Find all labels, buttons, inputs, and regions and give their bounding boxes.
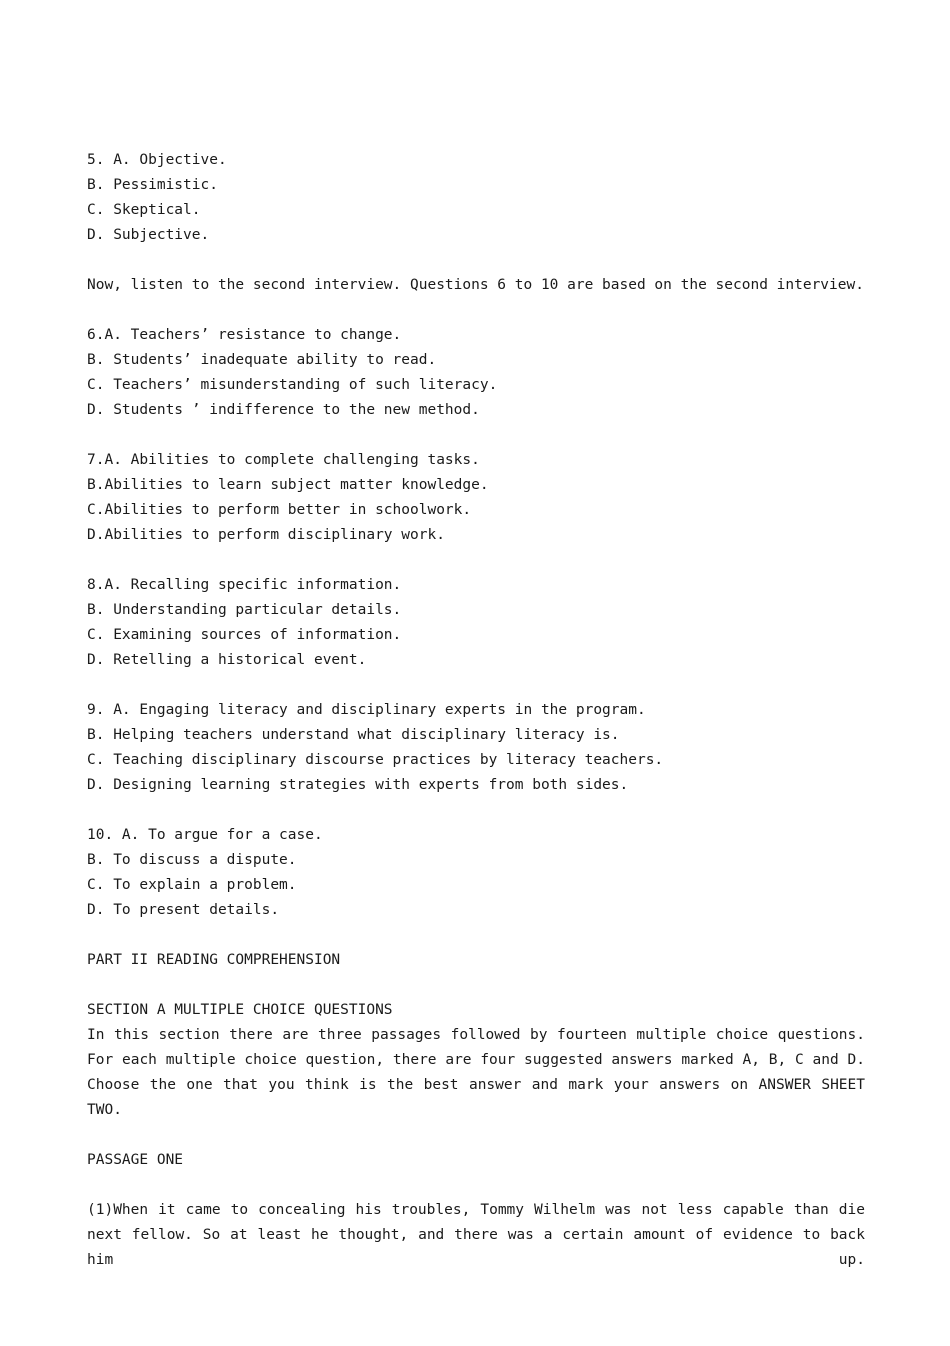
q10-option-b: B. To discuss a dispute. [87, 852, 297, 868]
spacer [87, 548, 865, 573]
question-5 [87, 148, 865, 248]
q7-option-d: D.Abilities to perform disciplinary work. [87, 527, 445, 543]
q8-option-a: 8.A. Recalling specific information. [87, 577, 402, 593]
passage-paragraph: (1)When it came to concealing his troubles, Tommy Wilhelm was not less capable than die next fellow. So at least he thought, and there was a certain amount of evidence to back him up. [87, 1202, 865, 1268]
q9-option-b: B. Helping teachers understand what disciplinary literacy is. [87, 727, 620, 743]
q9-option-d: D. Designing learning strategies with experts from both sides. [87, 777, 629, 793]
q5-option-a: 5. A. Objective. [87, 152, 227, 168]
q6-option-d: D. Students ’ indifference to the new method. [87, 402, 480, 418]
q5-option-c: C. Skeptical. [87, 202, 201, 218]
question-7 [87, 448, 865, 548]
q6-option-a: 6.A. Teachers’ resistance to change. [87, 327, 402, 343]
q5-option-b: B. Pessimistic. [87, 177, 218, 193]
q7-option-b: B.Abilities to learn subject matter knowledge. [87, 477, 489, 493]
q7-option-a: 7.A. Abilities to complete challenging tasks. [87, 452, 480, 468]
part-heading: PART II READING COMPREHENSION [87, 952, 341, 968]
passage-heading: PASSAGE ONE [87, 1152, 184, 1168]
spacer [87, 423, 865, 448]
section-heading: SECTION A MULTIPLE CHOICE QUESTIONS [87, 1002, 393, 1018]
spacer [87, 923, 865, 948]
q10-option-a: 10. A. To argue for a case. [87, 827, 323, 843]
question-6 [87, 323, 865, 423]
q10-option-c: C. To explain a problem. [87, 877, 297, 893]
question-10 [87, 823, 865, 923]
question-9 [87, 698, 865, 798]
q9-option-a: 9. A. Engaging literacy and disciplinary experts in the program. [87, 702, 646, 718]
q7-option-c: C.Abilities to perform better in schoolwork. [87, 502, 472, 518]
spacer [87, 973, 865, 998]
q6-option-b: B. Students’ inadequate ability to read. [87, 352, 437, 368]
question-8 [87, 573, 865, 673]
exam-page [87, 148, 865, 1273]
spacer [87, 673, 865, 698]
section-instructions: In this section there are three passages followed by fourteen multiple choice questions. For each multiple choice question, there are four suggested answers marked A, B, C and D. Choose the one that you think is the best answer and mark your answers on ANSWER SHEET TWO. [87, 1027, 865, 1118]
q6-option-c: C. Teachers’ misunderstanding of such literacy. [87, 377, 498, 393]
q10-option-d: D. To present details. [87, 902, 280, 918]
q5-option-d: D. Subjective. [87, 227, 210, 243]
spacer [87, 298, 865, 323]
spacer [87, 248, 865, 273]
spacer [87, 798, 865, 823]
second-interview-intro: Now, listen to the second interview. Questions 6 to 10 are based on the second interview. [87, 277, 864, 293]
q8-option-c: C. Examining sources of information. [87, 627, 402, 643]
spacer [87, 1123, 865, 1148]
q9-option-c: C. Teaching disciplinary discourse practices by literacy teachers. [87, 752, 664, 768]
q8-option-d: D. Retelling a historical event. [87, 652, 367, 668]
q8-option-b: B. Understanding particular details. [87, 602, 402, 618]
spacer [87, 1173, 865, 1198]
